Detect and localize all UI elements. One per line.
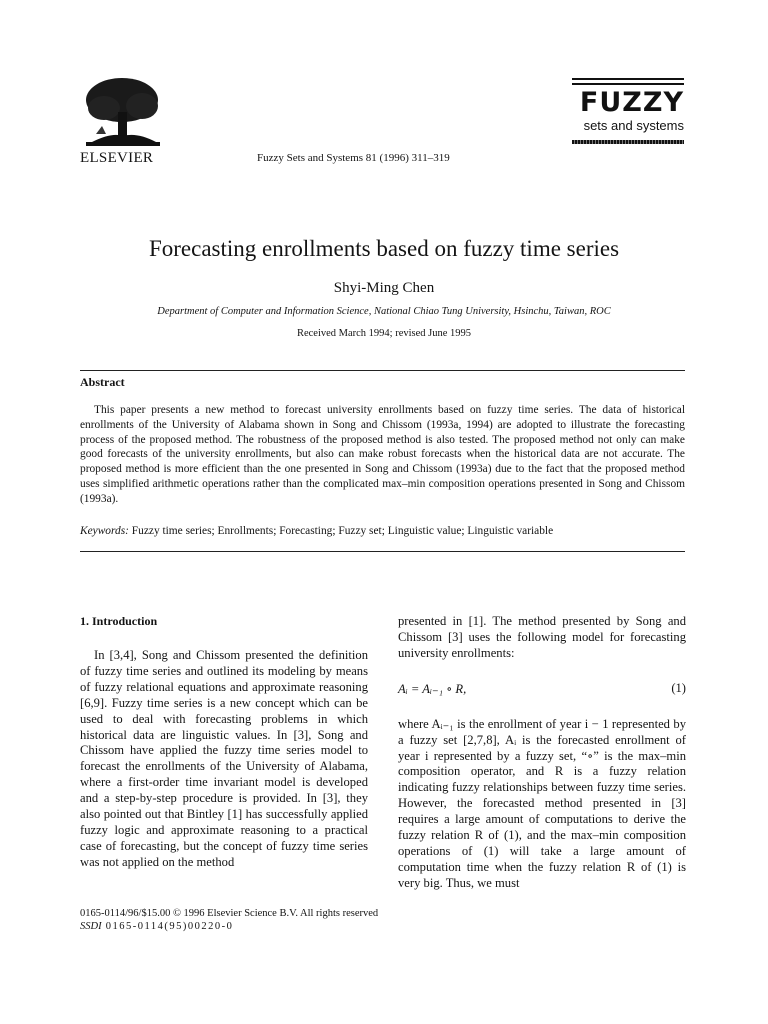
section-heading: 1. Introduction [80, 614, 158, 628]
abstract-heading: Abstract [80, 375, 125, 389]
right-column [398, 614, 686, 892]
keywords-label: Keywords: [80, 525, 129, 537]
abstract-top-rule [80, 370, 685, 371]
received-dates: Received March 1994; revised June 1995 [296, 328, 472, 339]
logo-rule [572, 83, 684, 85]
ssdi-number: 0165-0114(95)00220-0 [105, 921, 234, 932]
equation-number: (1) [671, 680, 686, 695]
equation-expression: Aᵢ = Aᵢ₋₁ ∘ R, [398, 681, 467, 696]
journal-logo-subtitle: sets and systems [583, 118, 684, 133]
abstract-text: This paper presents a new method to forecast university enrollments based on fuzzy time series. The data of historical enrollments of the University of Alabama shown in Song and Chissom (1993a, 1994) are adopted to illustrate the forecasting process of the proposed method. The robustness of the proposed method is also tested. The proposed method not only can make good forecasts of the university enrollments, but also can make robust forecasts when the historical data are not accurate. The proposed method is more efficient than the one presented in Song and Chissom (1993a) due to the fact that the proposed method uses simplified arithmetic operations rather than the complicated max–min composition operations presented in Song and Chissom (1993a). [80, 404, 685, 505]
journal-logo [572, 78, 684, 144]
logo-rule [572, 140, 684, 144]
left-column [80, 614, 368, 871]
intro-paragraph: In [3,4], Song and Chissom presented the definition of fuzzy time series and outlined its modeling by means of fuzzy relational equations and approximate reasoning [6,9]. Fuzzy time series is a new concept which can be used to deal with forecasting problems in which historical data are linguistic values. In [3], Song and Chissom have applied the fuzzy time series model to forecast the enrollments of the University of Alabama, where a first-order time invariant model is developed and a step-by-step procedure is provided. In [3], they also pointed out that Bintley [1] has successfully applied fuzzy logic and approximate reasoning to a practical case of forecasting, but the concept of fuzzy time series was not applied on the method [80, 648, 368, 869]
article-author: Shyi-Ming Chen [333, 280, 435, 296]
elsevier-tree-logo [82, 76, 164, 148]
keywords-line [80, 525, 685, 537]
article-title: Forecasting enrollments based on fuzzy time series [148, 236, 620, 261]
copyright-line: 0165-0114/96/$15.00 © 1996 Elsevier Science B.V. All rights reserved [80, 908, 379, 919]
abstract-bottom-rule [80, 551, 685, 552]
equation-1 [398, 681, 686, 699]
ssdi-label: SSDI [80, 921, 102, 932]
journal-citation: Fuzzy Sets and Systems 81 (1996) 311–319 [257, 152, 450, 164]
keywords-list: Fuzzy time series; Enrollments; Forecasting; Fuzzy set; Linguistic value; Linguistic variable [131, 525, 554, 537]
equation-explanation-paragraph: where Aᵢ₋₁ is the enrollment of year i − 1 represented by a fuzzy set [2,7,8], Aᵢ is the forecasted enrollment of year i represented by a fuzzy set, “∘” is the max–min composition operator, and R is a fuzzy relation indicating fuzzy relationships between fuzzy time series. However, the forecasted method presented in [3] requires a large amount of computations to derive the fuzzy relation R of (1), and the max–min composition operations of (1) will take a large amount of computation time when the fuzzy relation R of (1) is very big. Thus, we must [398, 716, 686, 890]
logo-rule [572, 78, 684, 80]
author-affiliation: Department of Computer and Information Science, National Chiao Tung University, Hsinchu, Taiwan, ROC [157, 306, 611, 317]
journal-logo-word: FUZZY [579, 87, 684, 118]
intro-paragraph-continued: presented in [1]. The method presented by Song and Chissom [3] uses the following model for forecasting university enrollments: [398, 614, 686, 660]
ssdi-line [80, 921, 233, 932]
publisher-name: ELSEVIER [80, 150, 154, 166]
